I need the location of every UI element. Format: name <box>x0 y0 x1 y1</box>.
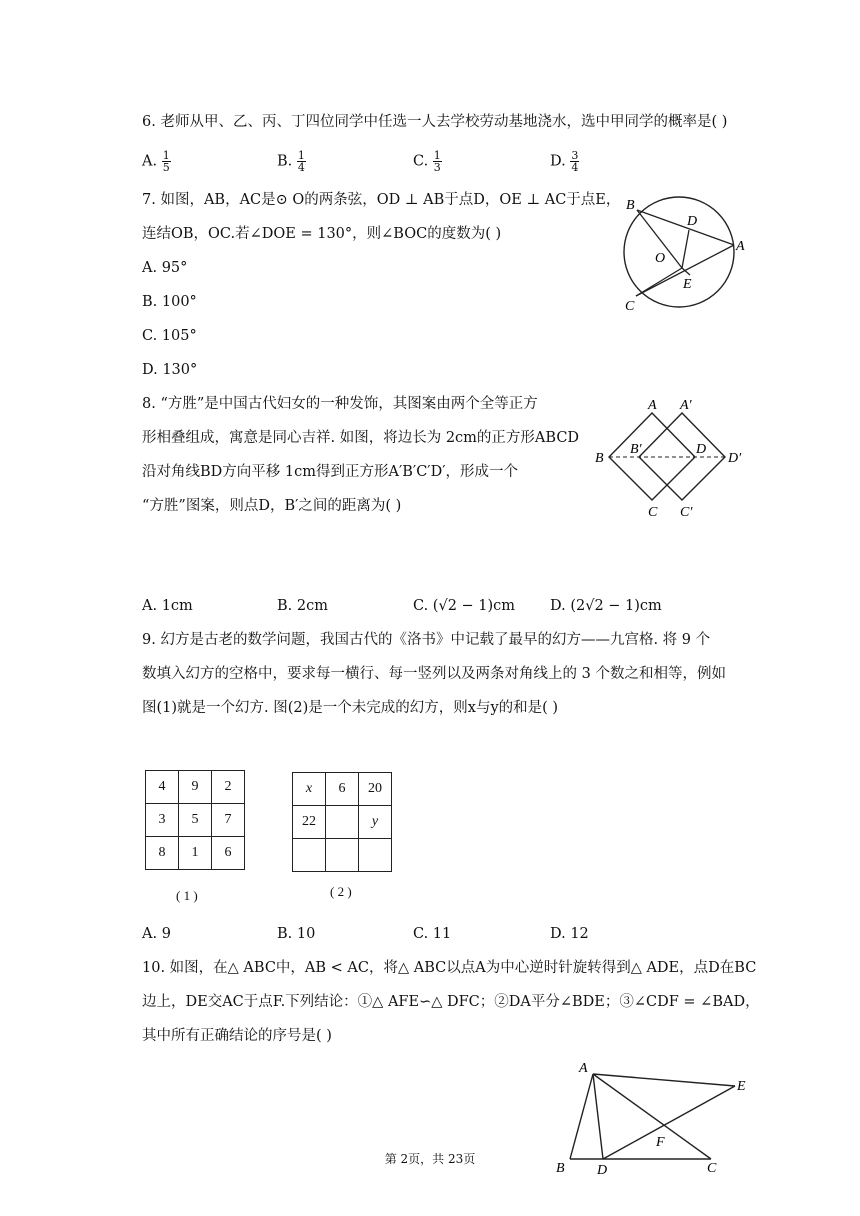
label-b: B <box>595 451 604 466</box>
q7-option-c: C. 105° <box>142 328 197 344</box>
grid-cell: 6 <box>326 773 359 806</box>
q9-option-d: D. 12 <box>550 926 589 942</box>
q8-option-a: A. 1cm <box>142 598 193 614</box>
q9-option-c: C. 11 <box>413 926 452 942</box>
q6-stem: 6. 老师从甲、乙、丙、丁四位同学中任选一人去学校劳动基地浇水，选中甲同学的概率是( ) <box>142 114 728 130</box>
label-c-prime: C′ <box>680 505 693 520</box>
grid-cell: 9 <box>179 771 212 804</box>
segment-ad <box>593 1074 603 1159</box>
segment-oc <box>636 268 682 296</box>
q7-option-d: D. 130° <box>142 362 198 378</box>
q6-option-d: D. $\frac{3}{4}$ <box>550 149 579 174</box>
label-a: A <box>736 239 745 254</box>
label-c: C <box>707 1161 717 1176</box>
grid-cell: 2 <box>212 771 245 804</box>
label-a: A <box>579 1061 588 1076</box>
label-b-prime: B′ <box>630 442 642 457</box>
magic-square-2-caption: ( 2 ) <box>330 884 352 899</box>
q6-option-b: B. $\frac{1}{4}$ <box>277 149 305 174</box>
segment-ab <box>570 1074 593 1159</box>
q9-stem-line2: 数填入幻方的空格中，要求每一横行、每一竖列以及两条对角线上的 3 个数之和相等，例如 <box>142 666 726 682</box>
grid-cell: 1 <box>179 837 212 870</box>
table-row <box>146 771 245 804</box>
q6-option-c: C. $\frac{1}{3}$ <box>413 149 441 174</box>
q8-option-c: C. (√2 − 1)cm <box>413 598 516 614</box>
grid-cell: x <box>293 773 326 806</box>
q8-stem-line3: 沿对角线BD方向平移 1cm得到正方形A′B′C′D′，形成一个 <box>142 464 519 480</box>
segment-ac <box>593 1074 711 1159</box>
label-e: E <box>683 277 692 292</box>
table-row <box>293 839 392 872</box>
label-c: C <box>648 505 658 520</box>
table-row <box>146 804 245 837</box>
q7-stem-line2: 连结OB，OC.若∠DOE = 130°，则∠BOC的度数为( ) <box>142 226 502 242</box>
q9-stem-line3: 图(1)就是一个幻方. 图(2)是一个未完成的幻方，则x与y的和是( ) <box>142 700 559 716</box>
q10-stem-line2: 边上，DE交AC于点F.下列结论：①△ AFE∽△ DFC；②DA平分∠BDE；③∠CDF = ∠BAD， <box>142 994 760 1010</box>
grid-cell <box>359 839 392 872</box>
grid-cell: 20 <box>359 773 392 806</box>
magic-square-1-caption: ( 1 ) <box>176 888 198 903</box>
label-b: B <box>556 1161 565 1176</box>
grid-cell <box>326 839 359 872</box>
label-a: A <box>648 398 657 413</box>
q8-stem-line4: “方胜”图案，则点D，B′之间的距离为( ) <box>142 498 402 514</box>
grid-cell: 6 <box>212 837 245 870</box>
page-footer: 第 2页，共 23页 <box>384 1152 476 1166</box>
label-f: F <box>656 1135 665 1150</box>
segment-od <box>682 230 689 268</box>
grid-cell <box>326 806 359 839</box>
q8-option-d: D. (2√2 − 1)cm <box>550 598 662 614</box>
grid-cell: 8 <box>146 837 179 870</box>
q7-stem-line1: 7. 如图，AB，AC是⊙ O的两条弦，OD ⊥ AB于点D，OE ⊥ AC于点E， <box>142 192 621 208</box>
grid-cell <box>293 839 326 872</box>
label-b: B <box>626 198 635 213</box>
label-d: D <box>597 1163 608 1178</box>
grid-cell: 7 <box>212 804 245 837</box>
q8-option-b: B. 2cm <box>277 598 328 614</box>
q9-option-a: A. 9 <box>142 926 171 942</box>
segment-de <box>603 1086 735 1159</box>
table-row <box>293 806 392 839</box>
magic-square-2 <box>292 772 392 872</box>
q8-stem-line1: 8. “方胜”是中国古代妇女的一种发饰，其图案由两个全等正方 <box>142 396 538 412</box>
grid-cell: y <box>359 806 392 839</box>
q9-option-b: B. 10 <box>277 926 316 942</box>
label-d: D <box>696 442 707 457</box>
q8-fangsheng-figure <box>592 396 752 520</box>
table-row <box>146 837 245 870</box>
label-c: C <box>625 299 635 314</box>
grid-cell: 3 <box>146 804 179 837</box>
label-d-prime: D′ <box>728 451 742 466</box>
label-a-prime: A′ <box>680 398 692 413</box>
grid-cell: 4 <box>146 771 179 804</box>
label-e: E <box>737 1079 746 1094</box>
q8-stem-line2: 形相叠组成，寓意是同心吉祥. 如图，将边长为 2cm的正方形ABCD <box>142 430 580 446</box>
grid-cell: 5 <box>179 804 212 837</box>
table-row <box>293 773 392 806</box>
label-o: O <box>655 251 666 266</box>
q7-circle-figure <box>612 190 752 320</box>
q7-option-a: A. 95° <box>142 260 188 276</box>
q6-option-a: A. $\frac{1}{5}$ <box>142 149 170 174</box>
segment-ae <box>593 1074 735 1086</box>
q10-stem-line1: 10. 如图，在△ ABC中，AB < AC，将△ ABC以点A为中心逆时针旋转得到△ ADE，点D在BC <box>142 960 757 976</box>
magic-square-1 <box>145 770 245 870</box>
grid-cell: 22 <box>293 806 326 839</box>
q10-stem-line3: 其中所有正确结论的序号是( ) <box>142 1028 332 1044</box>
q7-option-b: B. 100° <box>142 294 197 310</box>
label-d: D <box>687 214 698 229</box>
q9-stem-line1: 9. 幻方是古老的数学问题，我国古代的《洛书》中记载了最早的幻方——九宫格. 将 9 个 <box>142 632 711 648</box>
